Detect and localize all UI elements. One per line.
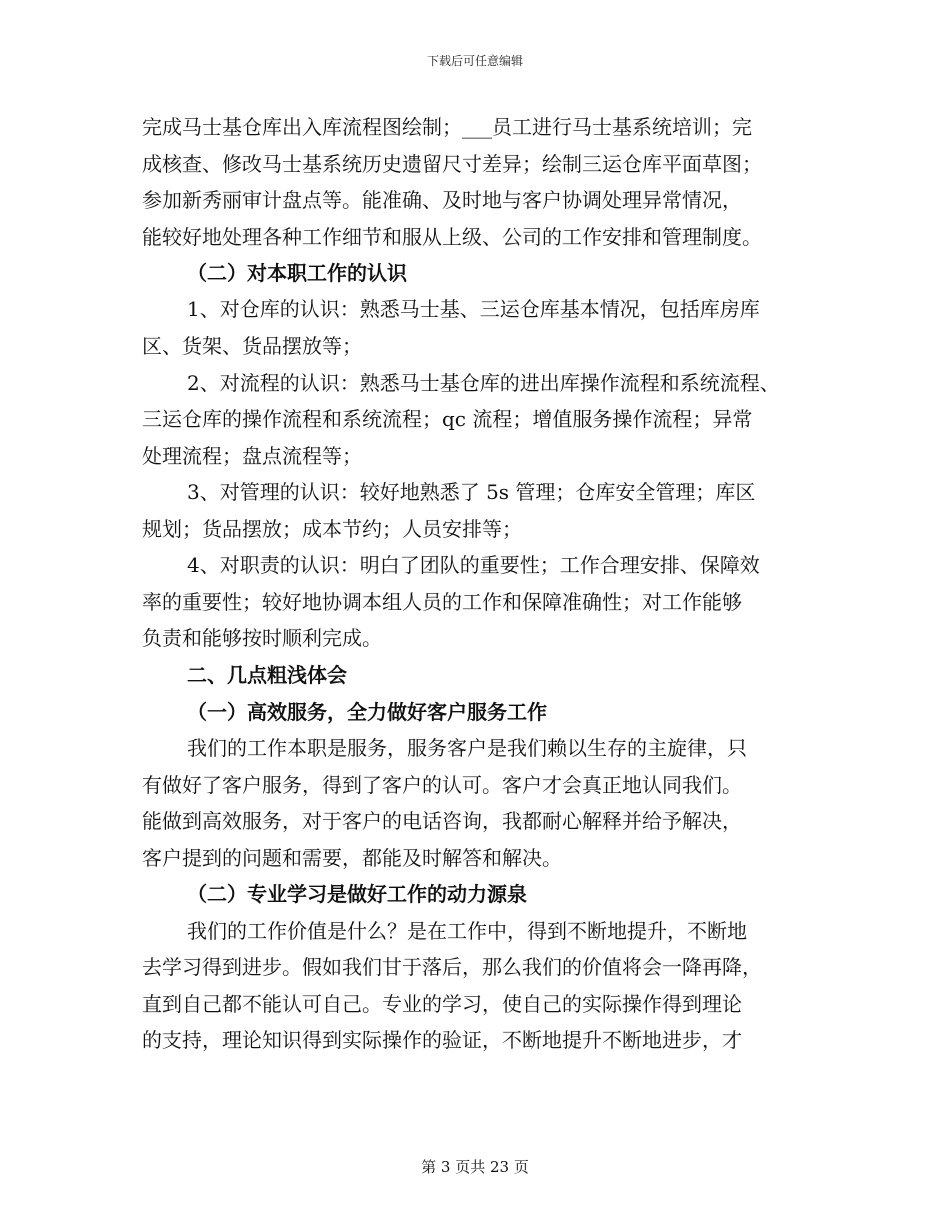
page-header: 下载后可任意编辑	[426, 54, 523, 68]
text-line: 有做好了客户服务，得到了客户的认可。客户才会真正地认同我们。	[142, 773, 742, 797]
text-line: 负责和能够按时顺利完成。	[142, 626, 382, 650]
text-line: 客户提到的问题和需要，都能及时解答和解决。	[142, 846, 562, 870]
text-line: 规划；货品摆放；成本节约；人员安排等；	[142, 517, 522, 541]
section-heading: （一）高效服务，全力做好客户服务工作	[187, 700, 547, 724]
text-line: 的支持，理论知识得到实际操作的验证，不断地提升不断地进步，才	[142, 1028, 742, 1052]
text-line: 能较好地处理各种工作细节和服从上级、公司的工作安排和管理制度。	[142, 225, 762, 249]
section-heading: （二）对本职工作的认识	[187, 261, 407, 285]
text-line: 成核查、修改马士基系统历史遗留尺寸差异；绘制三运仓库平面草图；	[142, 152, 762, 176]
text-line: 率的重要性；较好地协调本组人员的工作和保障准确性；对工作能够	[142, 590, 742, 614]
text-line: 3、对管理的认识：较好地熟悉了 5s 管理；仓库安全管理；库区	[187, 480, 756, 504]
text-line: 参加新秀丽审计盘点等。能准确、及时地与客户协调处理异常情况，	[142, 188, 742, 212]
text-line: 处理流程；盘点流程等；	[142, 444, 362, 468]
text-line: 4、对职责的认识：明白了团队的重要性；工作合理安排、保障效	[187, 553, 760, 577]
text-line: 区、货架、货品摆放等；	[142, 334, 362, 358]
section-heading: 二、几点粗浅体会	[187, 663, 347, 687]
section-heading: （二）专业学习是做好工作的动力源泉	[187, 882, 527, 906]
text-line: 直到自己都不能认可自己。专业的学习，使自己的实际操作得到理论	[142, 992, 742, 1016]
text-line: 完成马士基仓库出入库流程图绘制；___员工进行马士基系统培训；完	[142, 115, 752, 139]
text-line: 我们的工作价值是什么？是在工作中，得到不断地提升，不断地	[187, 919, 747, 943]
text-line: 去学习得到进步。假如我们甘于落后，那么我们的价值将会一降再降，	[142, 955, 762, 979]
text-line: 我们的工作本职是服务，服务客户是我们赖以生存的主旋律，只	[187, 736, 747, 760]
text-line: 能做到高效服务，对于客户的电话咨询，我都耐心解释并给予解决，	[142, 809, 742, 833]
text-line: 1、对仓库的认识：熟悉马士基、三运仓库基本情况，包括库房库	[187, 297, 760, 321]
page-footer: 第 3 页共 23 页	[421, 1158, 529, 1176]
text-line: 三运仓库的操作流程和系统流程；qc 流程；增值服务操作流程；异常	[142, 407, 753, 431]
text-line: 2、对流程的认识：熟悉马士基仓库的进出库操作流程和系统流程、	[187, 371, 780, 395]
